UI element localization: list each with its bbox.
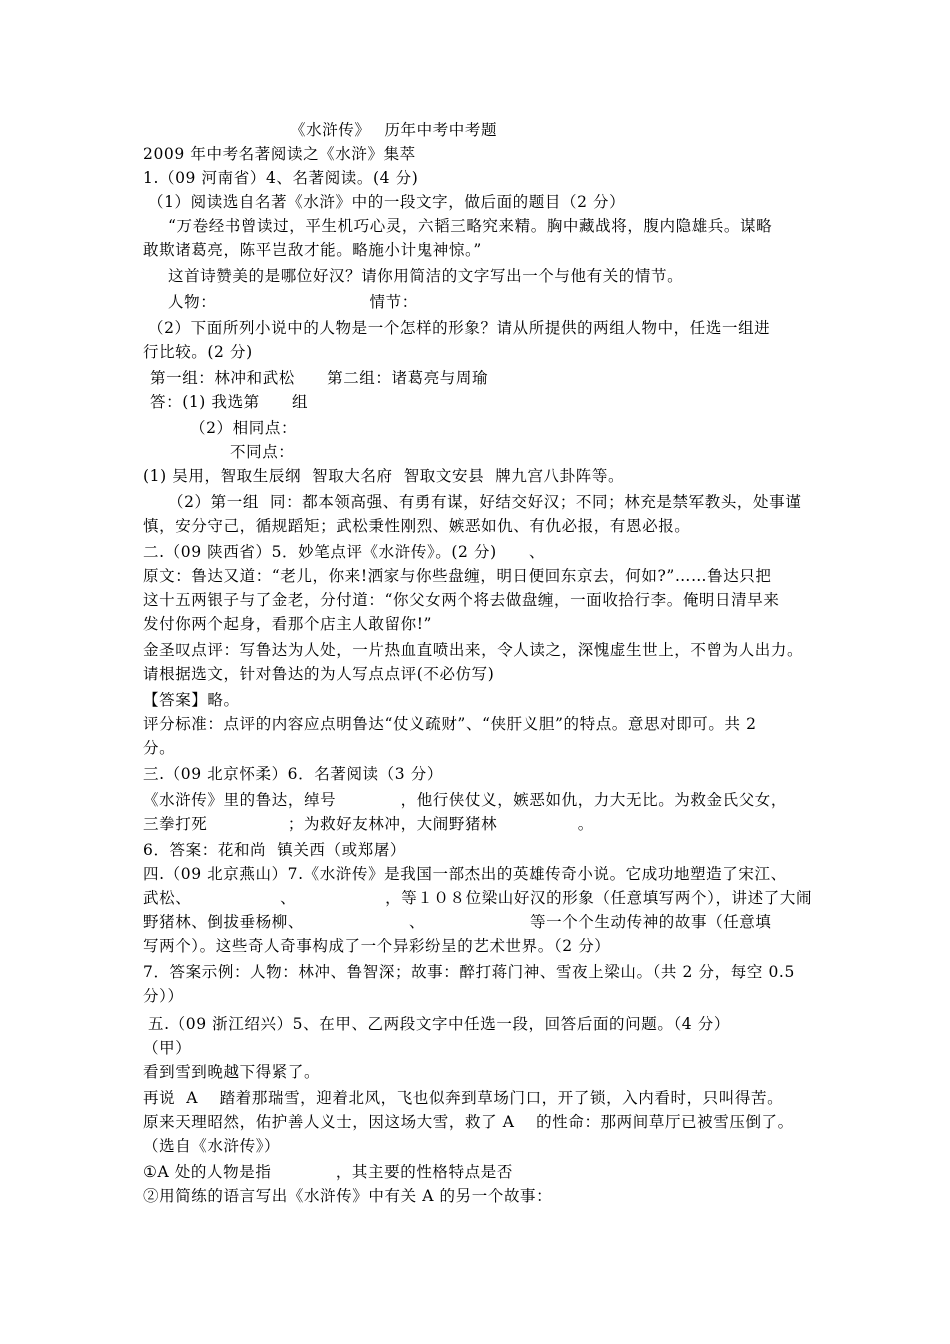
doc-line: 答：(1) 我选第 组 [150, 393, 309, 411]
doc-line: 第一组：林冲和武松 第二组：诸葛亮与周瑜 [150, 369, 489, 387]
doc-line: 慎，安分守己，循规蹈矩；武松秉性刚烈、嫉恶如仇、有仇必报，有恩必报。 [143, 517, 691, 535]
doc-line: 《水浒传》里的鲁达，绰号 ，他行侠仗义，嫉恶如仇，力大无比。为救金氏父女， [143, 791, 788, 809]
doc-line: 【答案】略。 [143, 691, 240, 709]
doc-line: 三.（09 北京怀柔）6．名著阅读（3 分） [143, 765, 443, 783]
doc-line: ②用简练的语言写出《水浒传》中有关 A 的另一个故事： [143, 1187, 553, 1205]
doc-line: 武松、 、 ，等１０８位梁山好汉的形象（任意填写两个），讲述了大闹 [143, 889, 813, 907]
doc-line: 评分标准：点评的内容应点明鲁达“仗义疏财”、“侠肝义胆”的特点。意思对即可。共 2 [143, 715, 757, 733]
doc-line: 写两个）。这些奇人奇事构成了一个异彩纷呈的艺术世界。（2 分） [143, 937, 611, 955]
doc-line: 分）） [143, 987, 184, 1005]
doc-line: 6．答案：花和尚 镇关西（或郑屠） [143, 841, 407, 859]
doc-line: （2）下面所列小说中的人物是一个怎样的形象？请从所提供的两组人物中，任选一组进 [148, 319, 771, 337]
doc-line: 金圣叹点评：写鲁达为人处，一片热血直喷出来，令人读之，深愧虚生世上，不曾为人出力。 [143, 641, 804, 659]
doc-line: “万卷经书曾读过，平生机巧心灵，六韬三略究来精。胸中藏战将，腹内隐雄兵。谋略 [168, 217, 773, 235]
doc-line: （甲） [143, 1039, 192, 1057]
doc-line: 这首诗赞美的是哪位好汉？请你用简洁的文字写出一个与他有关的情节。 [168, 267, 684, 285]
doc-line: 发付你两个起身，看那个店主人敢留你!” [143, 615, 433, 633]
doc-title: 《水浒传》 历年中考中考题 [290, 121, 498, 139]
doc-line: （选自《水浒传》） [143, 1137, 281, 1155]
doc-line: 原文：鲁达又道：“老儿，你来!洒家与你些盘缠，明日便回东京去，何如?”……鲁达只把 [143, 567, 772, 585]
doc-line: 不同点： [230, 443, 295, 461]
doc-line: 2009 年中考名著阅读之《水浒》集萃 [143, 145, 416, 163]
doc-line: 请根据选文，针对鲁达的为人写点点评(不必仿写) [143, 665, 495, 683]
doc-line: 五.（09 浙江绍兴）5、在甲、乙两段文字中任选一段，回答后面的问题。（4 分） [148, 1015, 730, 1033]
doc-line: （1）阅读选自名著《水浒》中的一段文字，做后面的题目（2 分） [148, 193, 626, 211]
doc-line: 人物： 情节： [168, 293, 418, 311]
doc-line: 7．答案示例：人物：林冲、鲁智深；故事：醉打蒋门神、雪夜上梁山。（共 2 分，每空 0.5 [143, 963, 795, 981]
doc-line: 1.（09 河南省）4、名著阅读。(4 分) [143, 169, 419, 187]
doc-line: 敢欺诸葛亮，陈平岂敌才能。略施小计鬼神惊。” [143, 241, 482, 259]
doc-line: 四.（09 北京燕山）7.《水浒传》是我国一部杰出的英雄传奇小说。它成功地塑造了宋江、 [143, 865, 787, 883]
doc-line: 野猪林、倒拔垂杨柳、 、 等一个个生动传神的故事（任意填 [143, 913, 772, 931]
doc-line: 看到雪到晚越下得紧了。 [143, 1063, 321, 1081]
doc-line: 二.（09 陕西省）5．妙笔点评《水浒传》。(2 分) 、 [143, 543, 546, 561]
doc-line: 再说 A 踏着那瑞雪，迎着北风，飞也似奔到草场门口，开了锁，入内看时，只叫得苦。 [143, 1089, 784, 1107]
doc-line: ①A 处的人物是指 ，其主要的性格特点是否 [143, 1163, 513, 1181]
doc-line: 行比较。(2 分) [143, 343, 253, 361]
doc-line: （2）第一组 同：都本领高强、有勇有谋，好结交好汉；不同；林充是禁军教头，处事谨 [168, 493, 802, 511]
doc-line: 三拳打死 ；为救好友林冲，大闹野猪林 。 [143, 815, 594, 833]
doc-line: 原来天理昭然，佑护善人义士，因这场大雪，救了 A 的性命：那两间草厅已被雪压倒了。 [143, 1113, 794, 1131]
doc-line: (1) 吴用，智取生辰纲 智取大名府 智取文安县 牌九宫八卦阵等。 [143, 467, 625, 485]
doc-line: 这十五两银子与了金老，分付道：“你父女两个将去做盘缠，一面收拾行李。俺明日清早来 [143, 591, 780, 609]
doc-line: 分。 [143, 739, 176, 757]
doc-line: （2）相同点： [190, 419, 298, 437]
